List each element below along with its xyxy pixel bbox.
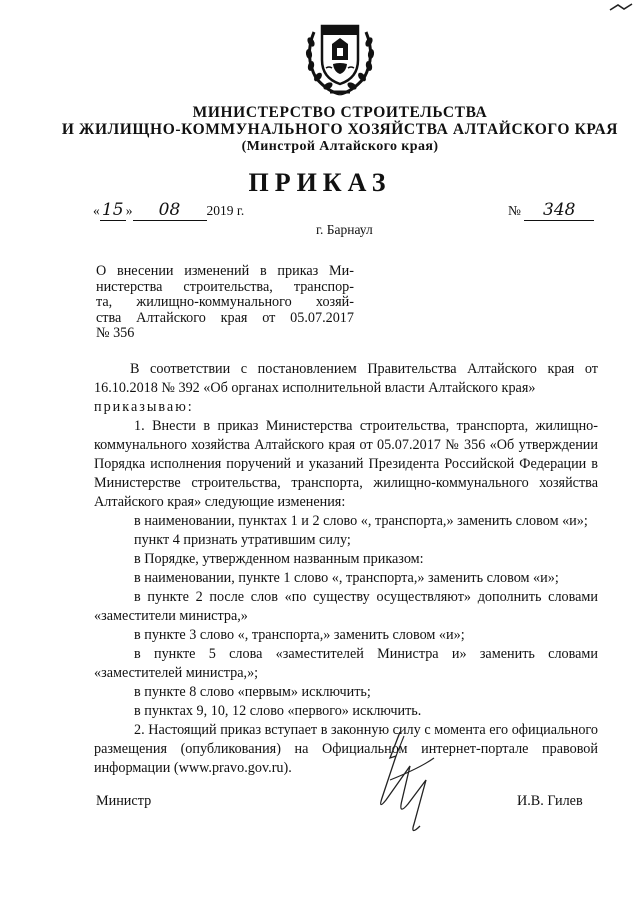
city: г. Барнаул bbox=[316, 222, 373, 237]
body-item-1: 1. Внести в приказ Министерства строительства, транспорта, жилищно-коммунального хозяйства Алтайского края от 05.07.2017 № 356 «Об утверждении Порядка исполнения поручений и указаний Президента Российской Федерации в Министерстве строительства, транспорта, жилищно-коммунального хозяйства Алтайского края» следующие изменения: bbox=[94, 418, 598, 510]
body-item-2: 2. Настоящий приказ вступает в законную силу с момента его официального размещения (опубликования) на Официальном интернет-портале правовой информации (www.pravo.gov.ru). bbox=[94, 722, 598, 776]
handwritten-signature-icon bbox=[330, 728, 480, 840]
ministry-name-line2: И ЖИЛИЩНО-КОММУНАЛЬНОГО ХОЗЯЙСТВА АЛТАЙСКОГО КРАЯ bbox=[61, 121, 619, 138]
subject-line: О внесении изменений в приказ Ми- bbox=[96, 263, 354, 279]
order-subject bbox=[96, 264, 354, 342]
date-quote-open: « bbox=[93, 203, 100, 218]
signatory-name: И.В. Гилев bbox=[517, 793, 583, 809]
date-year: 2019 г. bbox=[206, 203, 245, 218]
ministry-short-name: (Минстрой Алтайского края) bbox=[241, 139, 439, 154]
body-change-4: в наименовании, пункте 1 слово «, транспорта,» заменить словом «и»; bbox=[134, 570, 559, 586]
body-change-7: в пункте 5 слова «заместителей Министра и» заменить словами «заместителей министра,»; bbox=[94, 646, 598, 681]
body-intro: В соответствии с постановлением Правительства Алтайского края от 16.10.2018 № 392 «Об органах исполнительной власти Алтайского края» bbox=[94, 361, 598, 396]
body-change-9: в пунктах 9, 10, 12 слово «первого» исключить. bbox=[134, 703, 422, 719]
body-order-word: приказываю: bbox=[94, 399, 194, 415]
number-value: 348 bbox=[524, 200, 594, 221]
order-body bbox=[94, 360, 598, 778]
scan-mark-icon bbox=[608, 2, 634, 12]
number-prefix: № bbox=[508, 203, 521, 218]
subject-line: № 356 bbox=[96, 325, 135, 341]
subject-line: нистерства строительства, транспор- bbox=[96, 278, 354, 295]
subject-line: та, жилищно-коммунального хозяй- bbox=[96, 294, 354, 310]
signatory-position: Министр bbox=[96, 793, 152, 809]
order-number bbox=[508, 200, 594, 221]
body-change-1: в наименовании, пунктах 1 и 2 слово «, транспорта,» заменить словом «и»; bbox=[134, 513, 588, 529]
body-change-3: в Порядке, утвержденном названным приказом: bbox=[134, 551, 424, 567]
body-change-6: в пункте 3 слово «, транспорта,» заменить словом «и»; bbox=[134, 627, 465, 643]
order-date bbox=[93, 200, 244, 221]
subject-line: ства Алтайского края от 05.07.2017 bbox=[96, 309, 354, 326]
body-change-5: в пункте 2 после слов «по существу осуществляют» дополнить словами «заместители министра,» bbox=[94, 589, 598, 624]
date-day: 15 bbox=[100, 200, 126, 221]
ministry-name-line1: МИНИСТЕРСТВО СТРОИТЕЛЬСТВА bbox=[192, 104, 488, 121]
altai-krai-coat-of-arms-icon bbox=[300, 12, 380, 98]
date-month: 08 bbox=[133, 200, 207, 221]
document-title: ПРИКАЗ bbox=[248, 168, 392, 197]
body-change-8: в пункте 8 слово «первым» исключить; bbox=[134, 684, 371, 700]
body-change-2: пункт 4 признать утратившим силу; bbox=[134, 532, 351, 548]
date-quote-close: » bbox=[125, 203, 133, 218]
